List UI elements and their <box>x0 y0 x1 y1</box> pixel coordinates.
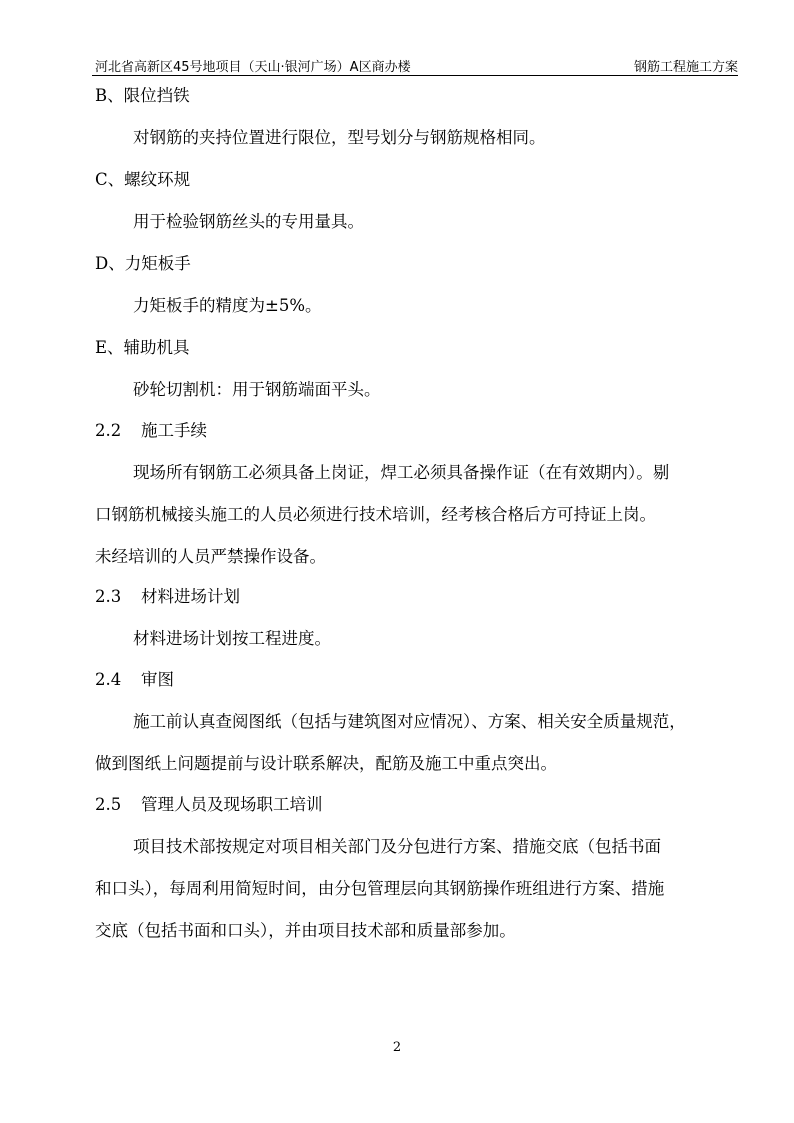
paragraph-line: 和口头），每周利用简短时间，由分包管理层向其钢筋操作班组进行方案、措施 <box>95 879 665 898</box>
section-heading-2-5 <box>95 793 323 817</box>
section-number: 2.3 <box>95 587 122 606</box>
paragraph-thread-gauge: 用于检验钢筋丝头的专用量具。 <box>133 212 364 231</box>
section-title: 审图 <box>141 670 174 689</box>
paragraph-line: 口钢筋机械接头施工的人员必须进行技术培训，经考核合格后方可持证上岗。 <box>95 505 656 524</box>
paragraph-line: 做到图纸上问题提前与设计联系解决，配筋及施工中重点突出。 <box>95 754 557 773</box>
subheading-torque-wrench: D、力矩板手 <box>95 254 191 273</box>
paragraph-auxiliary-tools: 砂轮切割机：用于钢筋端面平头。 <box>133 380 381 399</box>
header-divider <box>92 75 738 76</box>
section-heading-2-2 <box>95 419 207 443</box>
paragraph-line: 施工前认真查阅图纸（包括与建筑图对应情况）、方案、相关安全质量规范， <box>133 712 686 731</box>
paragraph-line: 交底（包括书面和口头），并由项目技术部和质量部参加。 <box>95 921 516 940</box>
section-number: 2.2 <box>95 421 122 440</box>
paragraph-line: 项目技术部按规定对项目相关部门及分包进行方案、措施交底（包括书面 <box>133 837 661 856</box>
section-number: 2.5 <box>95 795 122 814</box>
section-heading-2-4 <box>95 668 174 692</box>
section-title: 施工手续 <box>141 421 207 440</box>
paragraph-material-plan: 材料进场计划按工程进度。 <box>133 629 331 648</box>
subheading-auxiliary-tools: E、辅助机具 <box>95 338 190 357</box>
paragraph-line: 未经培训的人员严禁操作设备。 <box>95 547 326 566</box>
subheading-thread-gauge: C、螺纹环规 <box>95 170 191 189</box>
paragraph-torque-wrench: 力矩板手的精度为±5%。 <box>133 296 322 315</box>
section-title: 管理人员及现场职工培训 <box>141 795 323 814</box>
header-document-title: 钢筋工程施工方案 <box>633 60 738 75</box>
section-title: 材料进场计划 <box>141 587 240 606</box>
header-project-title: 河北省高新区45号地项目（天山·银河广场）A区商办楼 <box>95 60 411 75</box>
paragraph-line: 现场所有钢筋工必须具备上岗证，焊工必须具备操作证（在有效期内）。剔 <box>133 463 670 482</box>
subheading-limit-stop: B、限位挡铁 <box>95 86 190 105</box>
section-number: 2.4 <box>95 670 122 689</box>
paragraph-limit-stop: 对钢筋的夹持位置进行限位，型号划分与钢筋规格相同。 <box>133 128 546 147</box>
section-heading-2-3 <box>95 585 240 609</box>
page-number: 2 <box>392 1040 402 1055</box>
